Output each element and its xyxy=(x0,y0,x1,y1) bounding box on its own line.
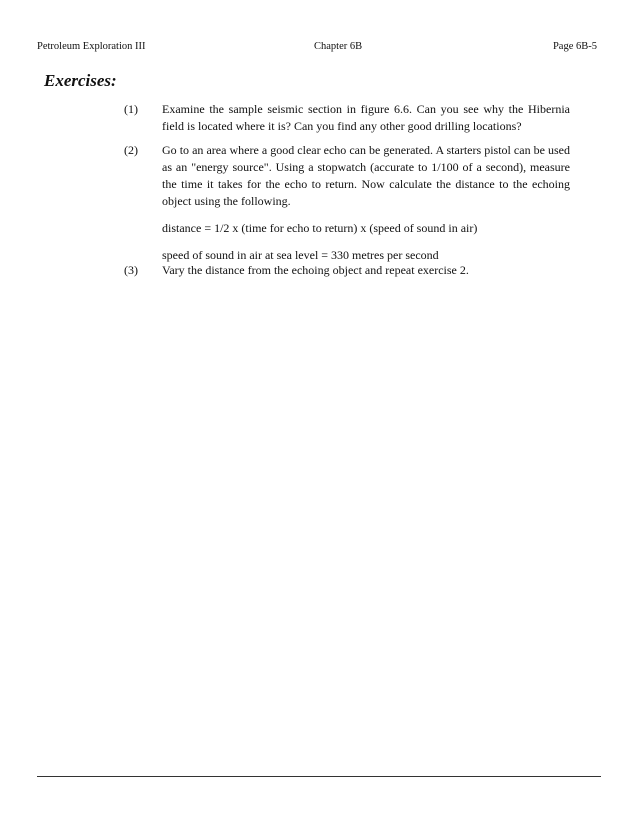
exercise-text: Examine the sample seismic section in figure 6.6. Can you see why the Hibernia field is located where it is? Can you find any other good drilling locations? xyxy=(162,102,570,133)
section-title: Exercises: xyxy=(44,71,117,90)
footer-divider xyxy=(37,776,601,777)
exercise-body xyxy=(162,142,570,264)
page-header xyxy=(37,41,597,55)
speed-of-sound-note: speed of sound in air at sea level = 330 metres per second xyxy=(162,248,439,262)
header-course-title: Petroleum Exploration III xyxy=(37,41,146,52)
exercise-number: (2) xyxy=(124,143,138,157)
exercise-body xyxy=(162,262,570,279)
header-chapter: Chapter 6B xyxy=(314,41,363,52)
exercise-body xyxy=(162,101,570,135)
exercise-text: Go to an area where a good clear echo can be generated. A starters pistol can be used as an "energy source". Using a stopwatch (accurate to 1/100 of a second), measure the time it takes for the echo to return. Now calculate the distance to the echoing object using the following. xyxy=(162,143,570,208)
exercise-number: (1) xyxy=(124,102,138,116)
exercise-number: (3) xyxy=(124,263,138,277)
exercise-text: Vary the distance from the echoing object and repeat exercise 2. xyxy=(162,263,469,277)
header-page-number: Page 6B-5 xyxy=(552,41,597,52)
distance-formula: distance = 1/2 x (time for echo to return) x (speed of sound in air) xyxy=(162,221,478,235)
